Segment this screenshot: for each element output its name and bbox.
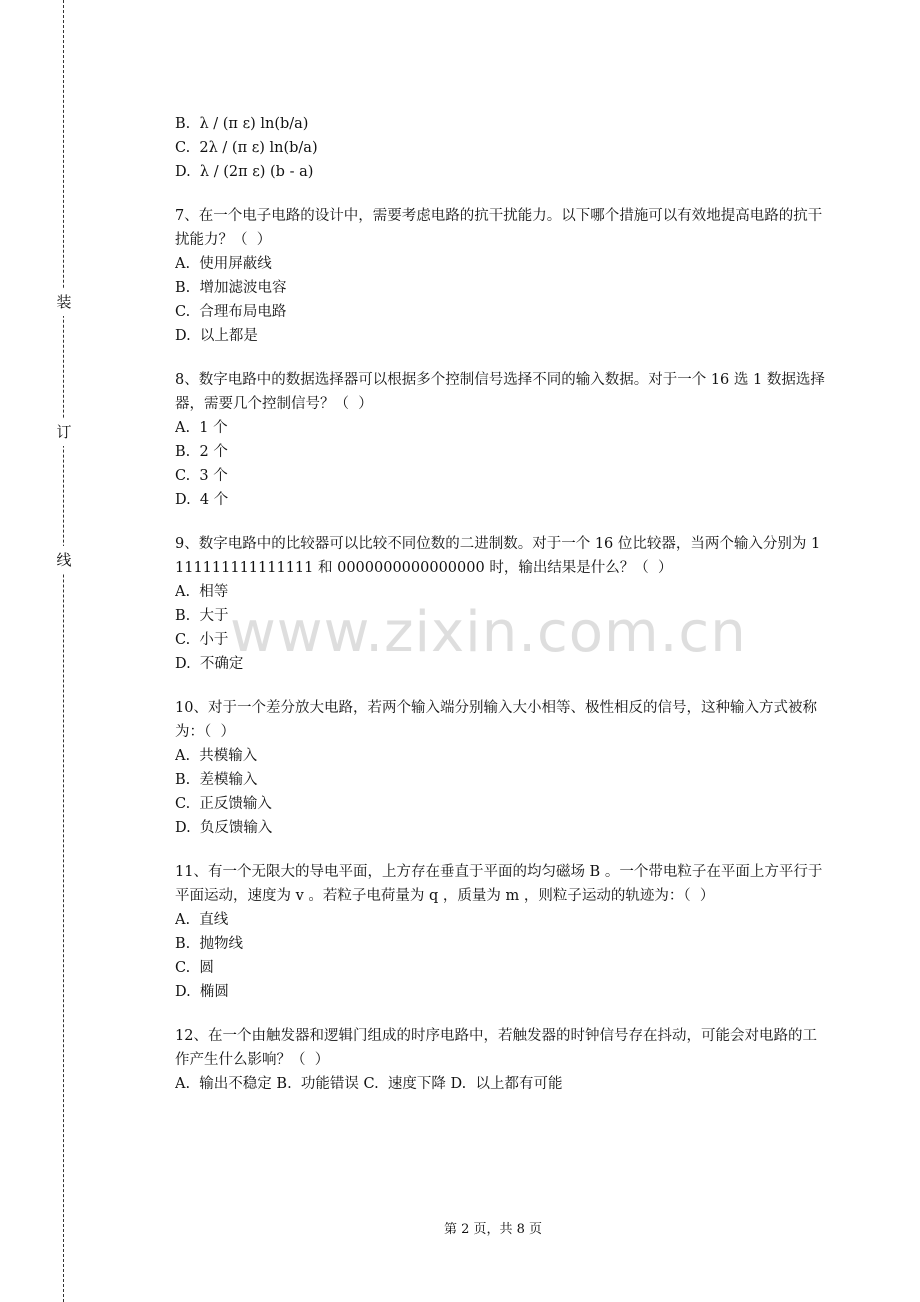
- option-c: C. 合理布局电路: [175, 304, 287, 320]
- option-c: C. 3 个: [175, 468, 228, 484]
- binding-char-ding: 订: [56, 418, 72, 446]
- question-stem: 7、在一个电子电路的设计中，需要考虑电路的抗干扰能力。以下哪个措施可以有效地提高电路的抗干扰能力？（ ）: [175, 208, 823, 248]
- option-a: A. 直线: [175, 912, 229, 928]
- option-c: C. 圆: [175, 960, 214, 976]
- option-a: A. 1 个: [175, 420, 228, 436]
- option-d: D. 4 个: [175, 492, 229, 508]
- option-d: D. λ / (2π ε) (b - a): [175, 164, 314, 180]
- option-c: C. 小于: [175, 632, 229, 648]
- option-a: A. 共模输入: [175, 748, 258, 764]
- page-footer: 第 2 页，共 8 页: [443, 1222, 543, 1237]
- option-a: A. 相等: [175, 584, 229, 600]
- option-c: C. 正反馈输入: [175, 796, 272, 812]
- question-content: [175, 112, 825, 1096]
- option-d: D. 不确定: [175, 656, 244, 672]
- question-stem: 8、数字电路中的数据选择器可以根据多个控制信号选择不同的输入数据。对于一个 16 选 1 数据选择器，需要几个控制信号？（ ）: [175, 372, 825, 412]
- option-b: B. 2 个: [175, 444, 228, 460]
- watermark: www.zixin.com.cn: [230, 600, 747, 665]
- option-b: B. 大于: [175, 608, 229, 624]
- question-stem: 12、在一个由触发器和逻辑门组成的时序电路中，若触发器的时钟信号存在抖动，可能会对电路的工作产生什么影响？（ ）: [175, 1028, 817, 1068]
- option-b: B. 增加滤波电容: [175, 280, 287, 296]
- binding-char-xian: 线: [56, 546, 72, 574]
- option-b: B. 差模输入: [175, 772, 258, 788]
- option-c: C. 2λ / (π ε) ln(b/a): [175, 140, 318, 156]
- previous-question-options: [175, 112, 825, 184]
- question-stem: 10、对于一个差分放大电路，若两个输入端分别输入大小相等、极性相反的信号，这种输入方式被称为：（ ）: [175, 700, 817, 740]
- options-inline: A. 输出不稳定 B. 功能错误 C. 速度下降 D. 以上都有可能: [175, 1076, 563, 1092]
- binding-char-zhuang: 装: [56, 288, 72, 316]
- question-10: [175, 696, 825, 840]
- question-9: [175, 532, 825, 676]
- option-b: B. 抛物线: [175, 936, 243, 952]
- option-d: D. 以上都是: [175, 328, 258, 344]
- question-stem: 11、有一个无限大的导电平面，上方存在垂直于平面的均匀磁场 B 。一个带电粒子在平面上方平行于平面运动，速度为 v 。若粒子电荷量为 q ，质量为 m ，则粒子运动的轨迹为：（ ）: [175, 864, 823, 904]
- question-12: [175, 1024, 825, 1096]
- option-b: B. λ / (π ε) ln(b/a): [175, 116, 309, 132]
- question-stem: 9、数字电路中的比较器可以比较不同位数的二进制数。对于一个 16 位比较器，当两个输入分别为 1111111111111111 和 0000000000000000 时，输出结果是什么？（ ）: [175, 536, 821, 576]
- question-8: [175, 368, 825, 512]
- question-7: [175, 204, 825, 348]
- binding-dashed-line: [63, 0, 64, 1302]
- question-11: [175, 860, 825, 1004]
- option-d: D. 椭圆: [175, 984, 229, 1000]
- option-a: A. 使用屏蔽线: [175, 256, 272, 272]
- option-d: D. 负反馈输入: [175, 820, 273, 836]
